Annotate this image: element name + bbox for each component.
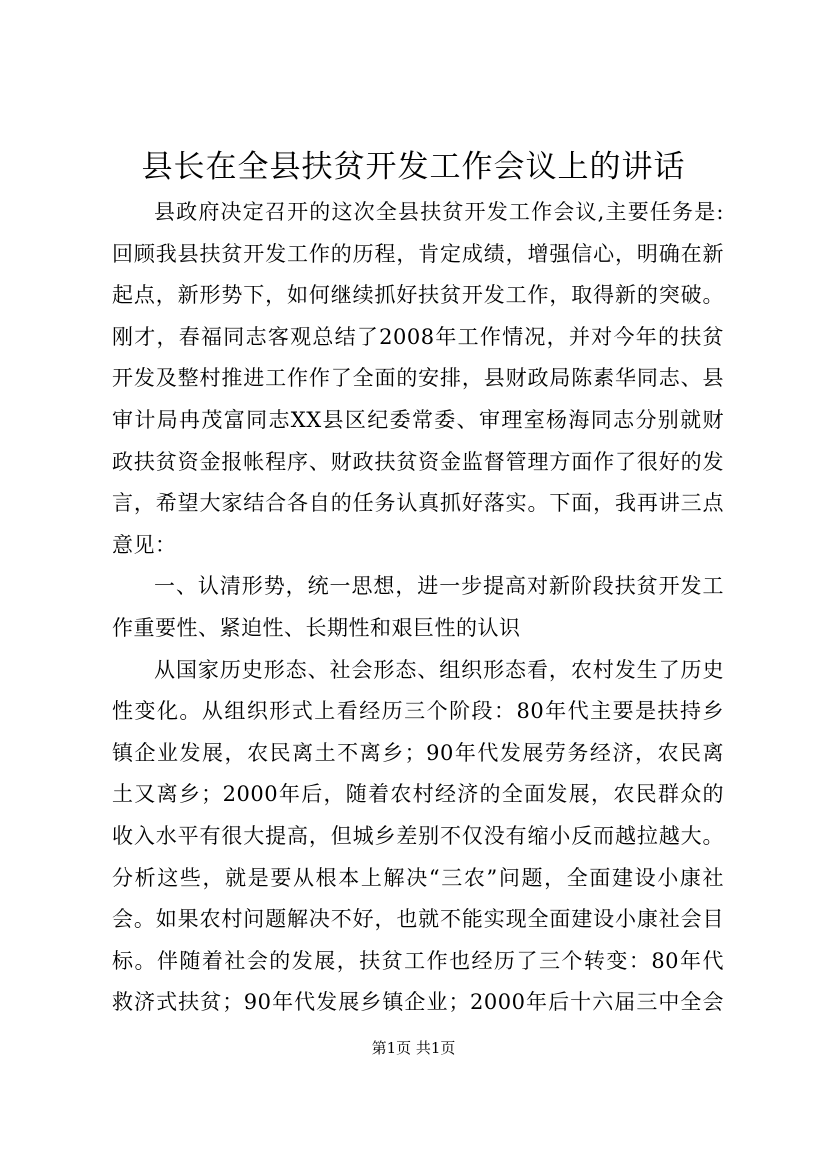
paragraph-line: 分析这些，就是要从根本上解决“三农”问题，全面建设小康社 — [112, 865, 724, 890]
page-footer: 第1页 共1页 — [371, 1039, 456, 1057]
paragraph-line: 标。伴随着社会的发展，扶贫工作也经历了三个转变：80年代 — [112, 948, 724, 973]
paragraph-line: 县政府决定召开的这次全县扶贫开发工作会议,主要任务是: — [154, 200, 724, 224]
paragraph-line: 救济式扶贫；90年代发展乡镇企业；2000年后十六届三中全会 — [112, 990, 724, 1015]
paragraph-line: 会。如果农村问题解决不好，也就不能实现全面建设小康社会目 — [112, 907, 724, 932]
paragraph-line: 开发及整村推进工作作了全面的安排，县财政局陈素华同志、县 — [112, 366, 724, 391]
paragraph-line: 从国家历史形态、社会形态、组织形态看，农村发生了历史 — [154, 657, 724, 682]
section-heading-line: 一、认清形势，统一思想，进一步提高对新阶段扶贫开发工 — [154, 574, 724, 599]
paragraph-line: 起点，新形势下，如何继续抓好扶贫开发工作，取得新的突破。 — [112, 283, 724, 308]
section-heading-line: 作重要性、紧迫性、长期性和艰巨性的认识 — [112, 615, 521, 640]
paragraph-line: 土又离乡；2000年后，随着农村经济的全面发展，农民群众的 — [112, 782, 724, 807]
paragraph-line: 言，希望大家结合各自的任务认真抓好落实。下面，我再讲三点 — [112, 491, 724, 516]
paragraph-line: 刚才，春福同志客观总结了2008年工作情况，并对今年的扶贫 — [112, 324, 724, 349]
paragraph-line: 收入水平有很大提高，但城乡差别不仅没有缩小反而越拉越大。 — [112, 823, 724, 848]
paragraph-line: 回顾我县扶贫开发工作的历程，肯定成绩，增强信心，明确在新 — [112, 241, 724, 266]
paragraph-line: 意见： — [112, 532, 177, 557]
paragraph-line: 政扶贫资金报帐程序、财政扶贫资金监督管理方面作了很好的发 — [112, 449, 724, 474]
document-title: 县长在全县扶贫开发工作会议上的讲话 — [141, 149, 686, 185]
document-body — [112, 192, 724, 1024]
paragraph-line: 性变化。从组织形式上看经历三个阶段：80年代主要是扶持乡 — [112, 699, 724, 724]
paragraph-line: 审计局冉茂富同志XX县区纪委常委、审理室杨海同志分别就财 — [112, 407, 724, 432]
paragraph-line: 镇企业发展，农民离土不离乡；90年代发展劳务经济，农民离 — [112, 740, 724, 765]
